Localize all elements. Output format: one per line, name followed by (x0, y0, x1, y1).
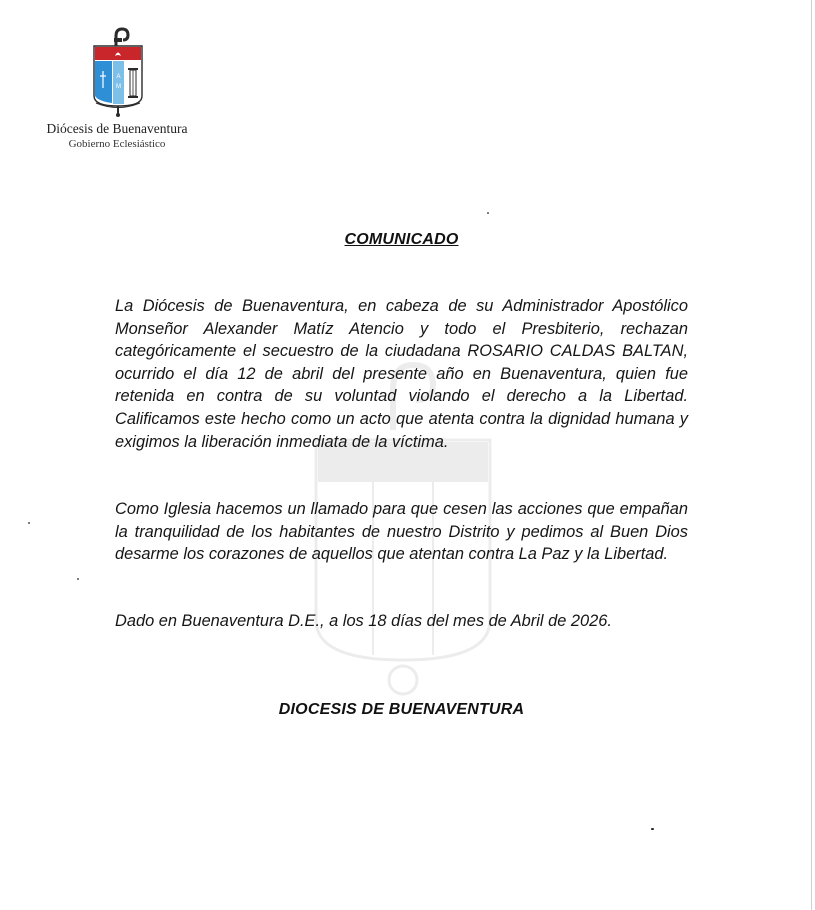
document-title: COMUNICADO (344, 231, 459, 248)
svg-text:M: M (116, 84, 121, 90)
diocese-name: Diócesis de Buenaventura (46, 121, 188, 136)
scan-speck (28, 522, 30, 524)
scan-speck (77, 578, 79, 580)
diocese-coat-of-arms-icon (90, 26, 146, 118)
diocese-department: Gobierno Eclesiástico (68, 138, 166, 150)
scan-speck (651, 828, 654, 830)
paragraph-statement: La Diócesis de Buenaventura, en cabeza de su Administrador Apostólico Monseñor Alexander Matíz Atencio y todo el Presbiterio, rechazan categóricamente el secuestro de la ciudadana ROSARIO CALDAS BALTAN, ocurrido el día 12 de abril del presente año en Buenaventura, quien fue retenida en contra de su voluntad violando el derecho a la Libertad. Calificamos este hecho como un acto que atenta contra la dignidad humana y exigimos la liberación inmediata de la víctima. (115, 297, 688, 451)
paragraph-date-place: Dado en Buenaventura D.E., a los 18 días del mes de Abril de 2026. (115, 612, 612, 630)
scan-speck (487, 212, 489, 214)
svg-text:A: A (116, 74, 121, 80)
paragraph-call-to-action: Como Iglesia hacemos un llamado para que cesen las acciones que empañan la tranquilidad de los habitantes de nuestro Distrito y pedimos al Buen Dios desarme los corazones de aquellos que atentan contra La Paz y la Libertad. (115, 500, 688, 564)
page-edge (811, 0, 812, 910)
signature: DIOCESIS DE BUENAVENTURA (278, 701, 525, 718)
